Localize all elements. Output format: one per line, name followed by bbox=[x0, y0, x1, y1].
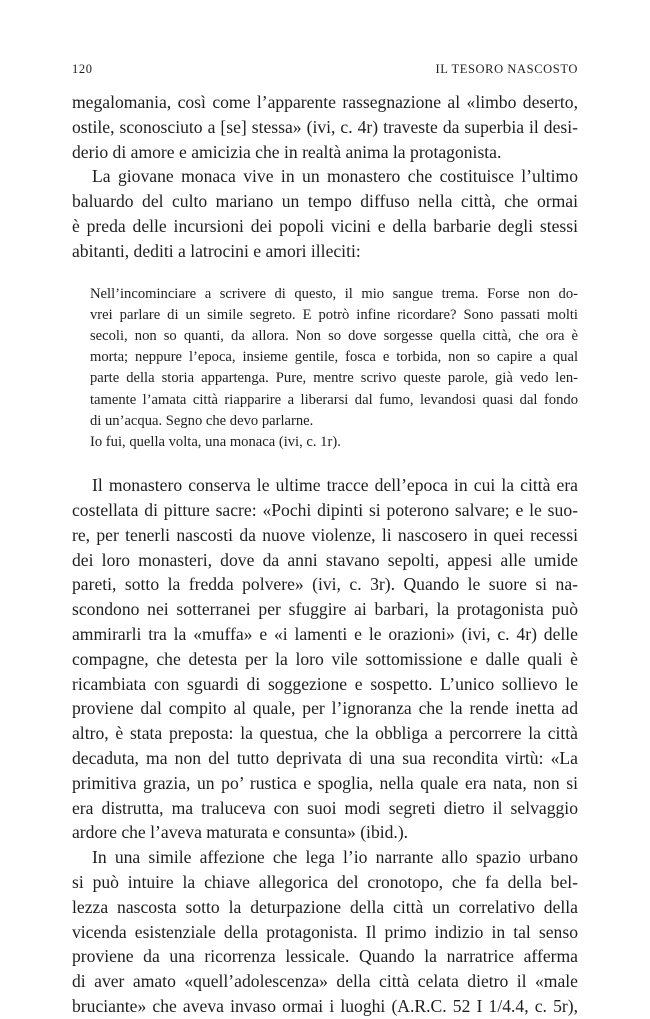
paragraph-1 bbox=[72, 90, 578, 164]
text-line: lezza nascosta sotto la deturpazione della città un correlativo della bbox=[72, 896, 578, 917]
body-text bbox=[72, 90, 578, 1019]
text-line: vicenda esistenziale della protagonista. Il primo indizio in tal senso bbox=[72, 921, 578, 942]
quote-line: Io fui, quella volta, una monaca (ivi, c. 1r). bbox=[90, 434, 341, 450]
text-line: bruciante» che aveva invaso ormai i luoghi (A.R.C. 52 I 1/4.4, c. 5r), bbox=[72, 995, 578, 1016]
page-number: 120 bbox=[72, 62, 93, 76]
text-line: dei loro monasteri, dove da anni stavano sepolti, appesi alle umide bbox=[72, 549, 578, 570]
quote-line: parte della storia appartenga. Pure, mentre scrivo queste parole, già vedo len- bbox=[90, 370, 578, 387]
text-line: primitiva grazia, un po’ rustica e spoglia, nella quale era nata, non si bbox=[72, 772, 578, 793]
text-line: di aver amato «quell’adolescenza» della città celata dietro il «male bbox=[72, 971, 578, 992]
text-line: megalomania, così come l’apparente rassegnazione al «limbo deserto, bbox=[72, 92, 578, 112]
text-line: compagne, che detesta per la loro vile sottomissione e dalle quali è bbox=[72, 648, 578, 669]
block-quotation bbox=[90, 284, 578, 454]
text-line: La giovane monaca vive in un monastero che costituisce l’ultimo bbox=[92, 166, 578, 187]
text-line: proviene da una ricorrenza lessicale. Quando la narratrice afferma bbox=[72, 946, 578, 967]
text-line: re, per tenerli nascosti da nuove violenze, li nascosero in quei recessi bbox=[72, 524, 578, 545]
text-line: derio di amore e amicizia che in realtà anima la protagonista. bbox=[72, 141, 502, 162]
text-line: proviene dal compito al quale, per l’ignoranza che la rende inetta ad bbox=[72, 698, 578, 719]
paragraph-2 bbox=[72, 164, 578, 263]
paragraph-3 bbox=[72, 473, 578, 845]
running-head bbox=[72, 62, 578, 80]
quote-line: Nell’incominciare a scrivere di questo, il mio sangue trema. Forse non do- bbox=[90, 285, 578, 302]
quote-line: morta; neppure l’epoca, insieme gentile, fosca e torbida, non so capire a qual bbox=[90, 349, 578, 366]
text-line: pareti, sotto la fredda polvere» (ivi, c. 3r). Quando le suore si na- bbox=[72, 574, 578, 595]
text-line: In una simile affezione che lega l’io narrante allo spazio urbano bbox=[92, 847, 578, 868]
text-line: costellata di pitture sacre: «Pochi dipinti si poterono salvare; e le suo- bbox=[72, 500, 578, 520]
text-line: ricambiata con sguardi di soggezione e sospetto. L’unico sollievo le bbox=[72, 673, 578, 694]
text-line: è preda delle incursioni dei popoli vicini e della barbarie degli stessi bbox=[72, 215, 578, 236]
quote-line: di un’acqua. Segno che devo parlarne. bbox=[90, 412, 314, 429]
text-line: ammirarli tra la «muffa» e «i lamenti e le orazioni» (ivi, c. 4r) delle bbox=[72, 623, 578, 644]
quote-line: secoli, non so quanti, da allora. Non so dove sorgesse quella città, che ora è bbox=[90, 327, 578, 344]
text-line: ardore che l’aveva maturata e consunta» (ibid.). bbox=[72, 822, 409, 843]
text-line: Il monastero conserva le ultime tracce dell’epoca in cui la città era bbox=[92, 475, 578, 496]
text-line: era distrutta, ma traluceva con suoi modi segreti dietro il selvaggio bbox=[72, 797, 578, 818]
text-line: scondono nei sotterranei per sfuggire ai barbari, la protagonista può bbox=[72, 599, 578, 620]
text-line: altro, è stata preposta: la questua, che la obbliga a percorrere la città bbox=[72, 723, 578, 744]
text-line: baluardo del culto mariano un tempo diffuso nella città, che ormai bbox=[72, 191, 578, 212]
quote-line: vrei parlare di un simile segreto. E potrò infine ricordare? Sono passati molti bbox=[90, 306, 578, 323]
text-line: ostile, sconosciuto a [se] stessa» (ivi, c. 4r) traveste da superbia il desi- bbox=[72, 116, 578, 137]
paragraph-4 bbox=[72, 845, 578, 1019]
text-line: abitanti, dediti a latrocini e amori illeciti: bbox=[72, 240, 361, 261]
quote-line: tamente l’amata città riapparire a liberarsi dal fumo, levandosi quasi dal fondo bbox=[90, 391, 578, 408]
running-title: IL TESORO NASCOSTO bbox=[435, 62, 578, 76]
text-line: si può intuire la chiave allegorica del cronotopo, che fa della bel- bbox=[72, 871, 578, 892]
text-line: decaduta, ma non del tutto deprivata di una sua recondita virtù: «La bbox=[72, 747, 578, 768]
